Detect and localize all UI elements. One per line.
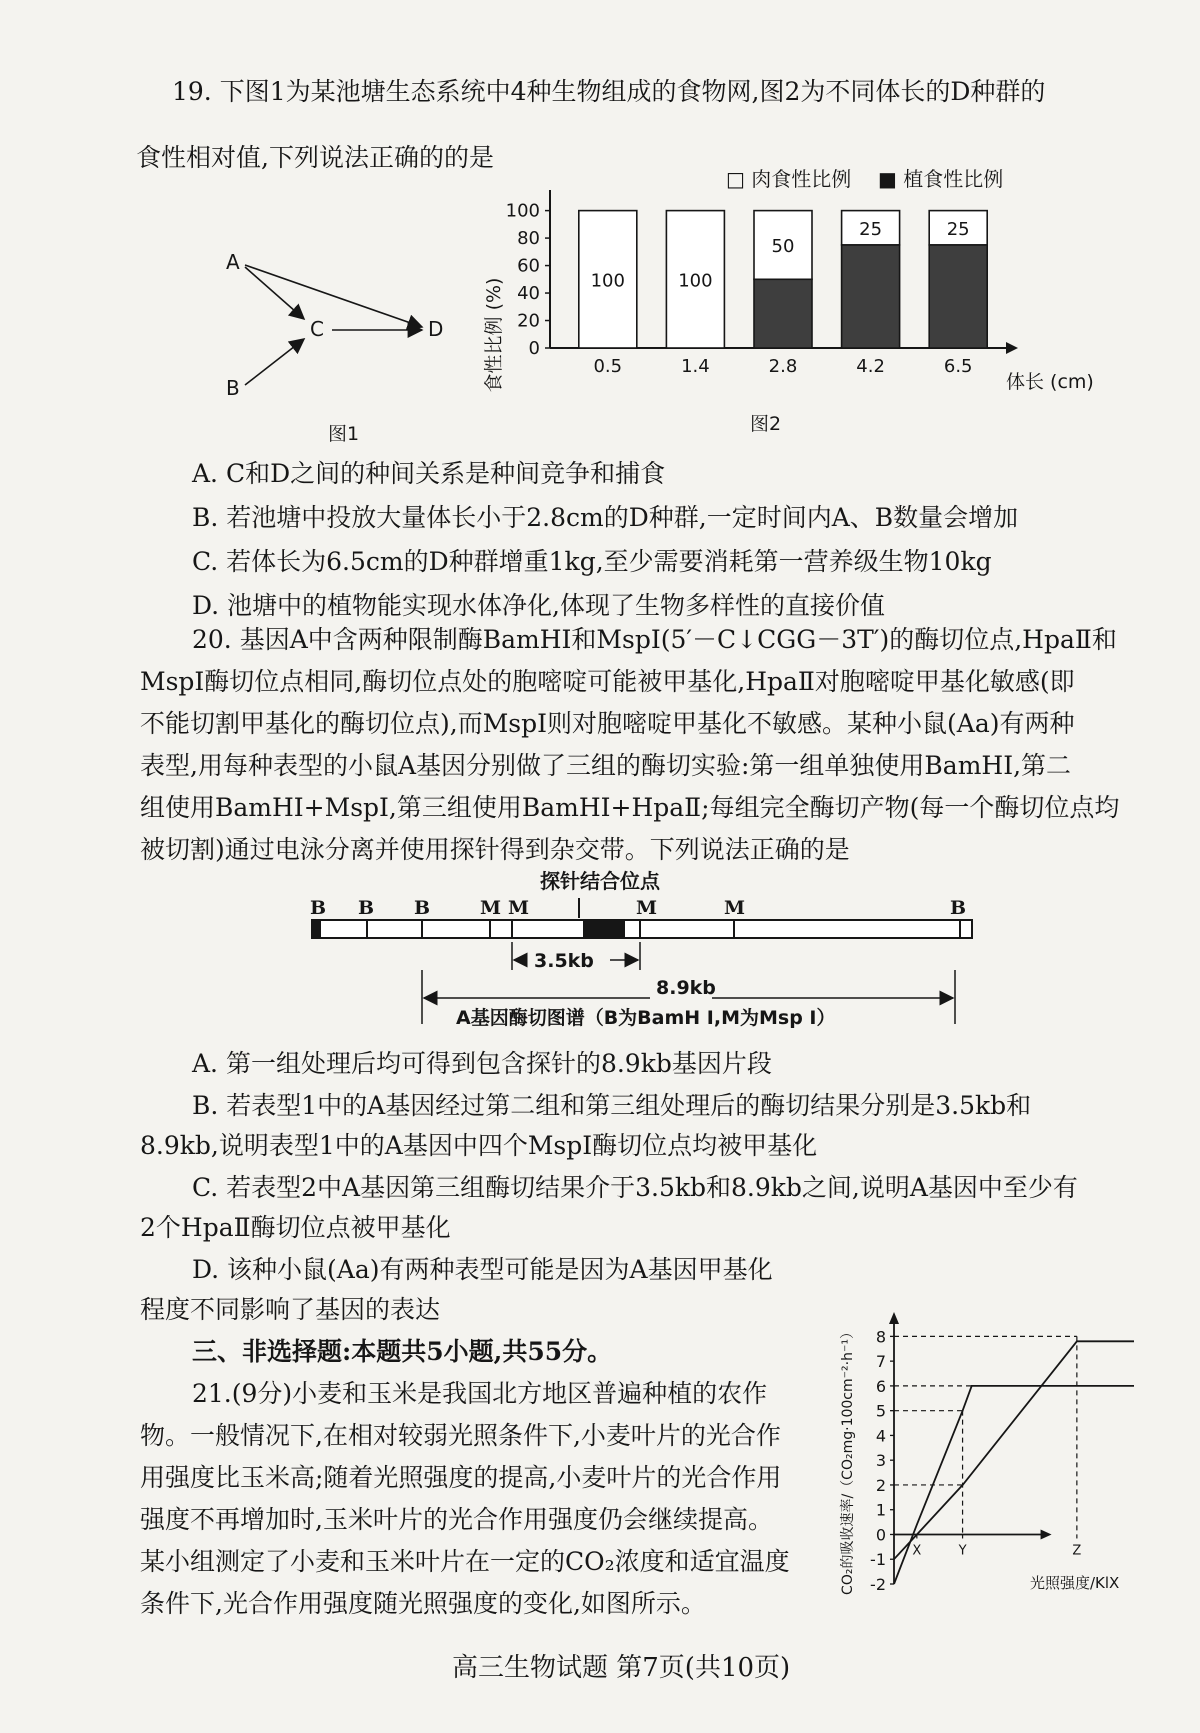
node-c: C xyxy=(310,317,324,341)
y-tick-label: 1 xyxy=(875,1500,886,1520)
probe-label: 探针结合位点 xyxy=(540,869,660,893)
span-large-label: 8.9kb xyxy=(656,977,716,999)
x-axis-label: 光照强度/KlX xyxy=(1030,1574,1120,1592)
x-tick-label: 0.5 xyxy=(593,356,623,377)
x-tick-label: X xyxy=(912,1543,922,1559)
y-tick-label: 20 xyxy=(517,310,540,332)
x-axis-label: 体长 (cm) xyxy=(1006,371,1094,393)
diet-bar-chart xyxy=(478,160,1098,440)
probe-binding-region xyxy=(583,920,625,938)
site-label-b3: B xyxy=(414,897,431,919)
y-tick-label: 8 xyxy=(875,1327,886,1347)
bar-data-label: 25 xyxy=(859,218,883,240)
q19-option-d[interactable]: D. 池塘中的植物能实现水体净化,体现了生物多样性的直接价值 xyxy=(192,591,885,620)
node-b: B xyxy=(226,376,240,400)
q20-option-b-line1[interactable]: B. 若表型1中的A基因经过第二组和第三组处理后的酶切结果分别是3.5kb和 xyxy=(192,1091,1032,1120)
food-web-diagram xyxy=(200,235,460,445)
q21-line4: 强度不再增加时,玉米叶片的光合作用强度仍会继续提高。 xyxy=(140,1505,773,1534)
site-label-b4: B xyxy=(950,897,967,919)
q20-stem-line2: MspI酶切位点相同,酶切位点处的胞嘧啶可能被甲基化,HpaⅡ对胞嘧啶甲基化敏感(即 xyxy=(140,667,1075,696)
x-tick-label: 6.5 xyxy=(943,356,973,377)
site-label-b1: B xyxy=(310,897,327,919)
y-tick-label: -2 xyxy=(870,1575,886,1594)
q20-stem-line1: 20. 基因A中含两种限制酶BamHI和MspI(5′－C↓CGG－3T′)的酶切位点,HpaⅡ和 xyxy=(192,625,1117,654)
q20-stem-line4: 表型,用每种表型的小鼠A基因分别做了三组的酶切实验:第一组单独使用BamHI,第二 xyxy=(140,751,1072,780)
q21-line2: 物。一般情况下,在相对较弱光照条件下,小麦叶片的光合作 xyxy=(140,1421,781,1450)
bar-data-label: 100 xyxy=(678,270,713,292)
x-tick-label: 4.2 xyxy=(856,356,885,377)
q20-option-c-line2[interactable]: 2个HpaⅡ酶切位点被甲基化 xyxy=(140,1213,451,1242)
q20-option-d-line1[interactable]: D. 该种小鼠(Aa)有两种表型可能是因为A基因甲基化 xyxy=(192,1255,773,1284)
y-axis-label: 食性比例 (%) xyxy=(483,277,505,393)
y-tick-label: 4 xyxy=(875,1426,886,1446)
legend-herbivore: ■ 植食性比例 xyxy=(878,167,1004,191)
arrow-b-c xyxy=(245,339,304,385)
y-tick-label: 3 xyxy=(875,1451,886,1471)
fig1-caption: 图1 xyxy=(328,423,360,445)
bar-data-label: 50 xyxy=(771,235,795,257)
y-tick-label: 0 xyxy=(875,1525,886,1545)
fig2-caption: 图2 xyxy=(750,413,782,435)
bar-herbivore xyxy=(754,279,812,348)
y-tick-label: 60 xyxy=(517,255,540,277)
x-axis-arrow xyxy=(1041,1529,1052,1539)
span-small-label: 3.5kb xyxy=(534,950,594,972)
y-tick-label: -1 xyxy=(870,1550,886,1570)
bar-data-label: 25 xyxy=(946,218,970,240)
photosynthesis-line-chart xyxy=(832,1300,1150,1610)
y-tick-label: 6 xyxy=(875,1376,886,1396)
y-tick-label: 2 xyxy=(875,1475,886,1495)
q20-option-b-line2[interactable]: 8.9kb,说明表型1中的A基因中四个MspI酶切位点均被甲基化 xyxy=(140,1131,818,1160)
q20-stem-line5: 组使用BamHI+MspI,第三组使用BamHI+HpaⅡ;每组完全酶切产物(每一个酶切位点均 xyxy=(140,793,1120,822)
q19-stem-line1: 19. 下图1为某池塘生态系统中4种生物组成的食物网,图2为不同体长的D种群的 xyxy=(172,77,1046,106)
y-tick-label: 40 xyxy=(517,283,540,305)
node-d: D xyxy=(428,317,444,341)
page-footer: 高三生物试题 第7页(共10页) xyxy=(452,1653,791,1683)
gene-restriction-map xyxy=(300,868,1000,1044)
gene-bar-left-end xyxy=(312,920,320,938)
q20-option-c-line1[interactable]: C. 若表型2中A基因第三组酶切结果介于3.5kb和8.9kb之间,说明A基因中至少有 xyxy=(192,1173,1078,1202)
x-tick-label: Y xyxy=(958,1543,967,1559)
x-tick-label: 2.8 xyxy=(768,356,798,377)
y-tick-label: 5 xyxy=(875,1401,886,1421)
site-label-m3: M xyxy=(636,897,658,919)
map-caption: A基因酶切图谱（B为BamH I,M为Msp I） xyxy=(456,1007,836,1029)
y-axis-label: CO₂的吸收速率/（CO₂mg·100cm⁻²·h⁻¹） xyxy=(840,1325,856,1595)
q21-line5: 某小组测定了小麦和玉米叶片在一定的CO₂浓度和适宜温度 xyxy=(140,1547,790,1576)
site-label-m1: M xyxy=(480,897,502,919)
gene-bar-right-end xyxy=(960,920,972,938)
site-label-b2: B xyxy=(358,897,375,919)
x-axis-arrow xyxy=(1006,342,1018,354)
y-tick-label: 80 xyxy=(517,228,540,250)
y-tick-label: 0 xyxy=(528,338,540,359)
legend-carnivore: □ 肉食性比例 xyxy=(726,167,852,191)
q21-line3: 用强度比玉米高;随着光照强度的提高,小麦叶片的光合作用 xyxy=(140,1463,782,1492)
q20-stem-line6: 被切割)通过电泳分离并使用探针得到杂交带。下列说法正确的是 xyxy=(140,835,850,864)
y-axis-arrow xyxy=(889,1312,899,1324)
bar-herbivore xyxy=(842,245,900,348)
section3-title: 三、非选择题:本题共5小题,共55分。 xyxy=(192,1337,613,1366)
arrow-a-d xyxy=(245,265,422,327)
q19-option-a[interactable]: A. C和D之间的种间关系是种间竞争和捕食 xyxy=(192,459,666,488)
x-tick-label: 1.4 xyxy=(681,356,710,377)
y-tick-label: 7 xyxy=(875,1352,886,1372)
node-a: A xyxy=(226,250,240,274)
bar-herbivore xyxy=(929,245,987,348)
q19-stem-line2: 食性相对值,下列说法正确的的是 xyxy=(136,143,494,172)
q19-option-c[interactable]: C. 若体长为6.5cm的D种群增重1kg,至少需要消耗第一营养级生物10kg xyxy=(192,547,992,576)
x-tick-label: Z xyxy=(1072,1543,1082,1559)
q20-stem-line3: 不能切割甲基化的酶切位点),而MspI则对胞嘧啶甲基化不敏感。某种小鼠(Aa)有两种 xyxy=(140,709,1075,738)
bar-data-label: 100 xyxy=(590,270,625,292)
series-line-1 xyxy=(894,1341,1134,1559)
q21-line6: 条件下,光合作用强度随光照强度的变化,如图所示。 xyxy=(140,1589,706,1618)
q21-line1: 21.(9分)小麦和玉米是我国北方地区普遍种植的农作 xyxy=(192,1379,768,1408)
q20-option-d-line2[interactable]: 程度不同影响了基因的表达 xyxy=(140,1295,441,1324)
site-label-m4: M xyxy=(724,897,746,919)
q20-option-a[interactable]: A. 第一组处理后均可得到包含探针的8.9kb基因片段 xyxy=(192,1049,772,1078)
site-label-m2: M xyxy=(508,897,530,919)
gene-bar xyxy=(312,920,972,938)
y-tick-label: 100 xyxy=(505,200,540,222)
q19-option-b[interactable]: B. 若池塘中投放大量体长小于2.8cm的D种群,一定时间内A、B数量会增加 xyxy=(192,503,1019,532)
